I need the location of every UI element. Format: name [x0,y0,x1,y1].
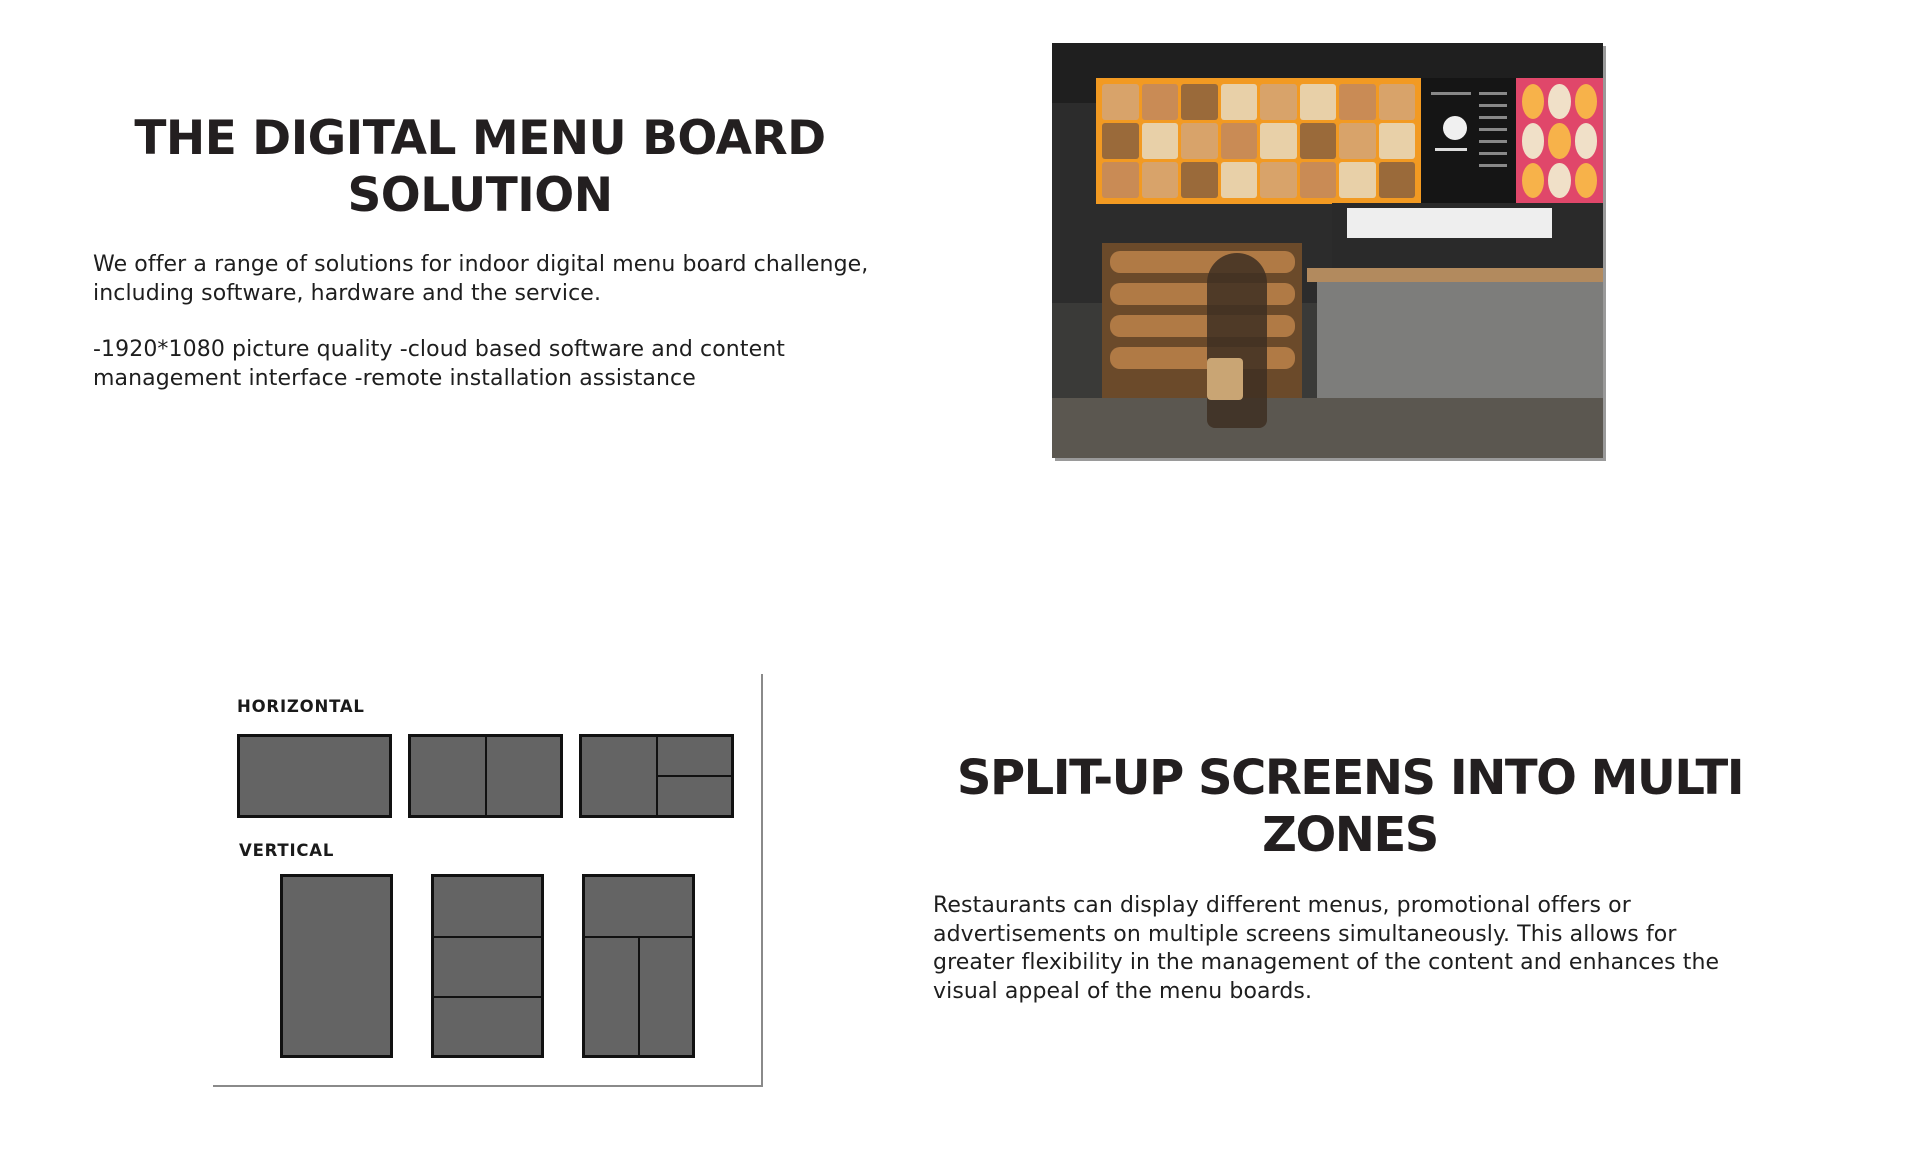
photo-shopping-bag [1207,358,1243,400]
photo-bread-row [1110,315,1295,337]
vertical-screen-three-rows [431,874,544,1058]
photo-board-orange [1096,78,1421,204]
vertical-screen-full [280,874,393,1058]
photo-donut [1548,163,1570,198]
photo-food-item [1260,84,1297,120]
photo-food-item [1181,84,1218,120]
vertical-screen-three-zones [582,874,695,1058]
photo-food-item [1260,123,1297,159]
photo-avatar [1443,116,1467,140]
zone-divider [434,936,541,938]
photo-text-line [1479,164,1507,167]
photo-board-donuts [1516,78,1603,204]
photo-food-item [1379,162,1416,198]
photo-bottle-shelf [1347,208,1552,238]
photo-donut [1548,84,1570,119]
zone-divider [638,937,640,1055]
photo-donut [1548,123,1570,158]
horizontal-screen-full [237,734,392,818]
photo-food-item [1102,162,1139,198]
photo-food-item [1379,123,1416,159]
photo-floor [1052,398,1603,458]
photo-text-line [1479,128,1507,131]
screen-split-diagram [213,674,763,1087]
photo-food-item [1221,123,1258,159]
photo-text-line [1479,92,1507,95]
photo-food-item [1181,123,1218,159]
menu-board-store-photo [1052,43,1603,458]
photo-food-item [1339,162,1376,198]
zones-paragraph: Restaurants can display different menus, promotional offers or advertisements on multiple screens simultaneously. This allows for greater flexibility in the management of the content and enhances the visual appeal of the menu boards. [933,893,1720,1004]
photo-food-item [1181,162,1218,198]
photo-food-item [1102,123,1139,159]
horizontal-label: HORIZONTAL [237,697,365,716]
photo-donut [1522,163,1544,198]
photo-digital-boards [1096,78,1603,204]
zone-divider [657,775,731,777]
photo-board-dark [1421,78,1516,204]
photo-food-item [1300,123,1337,159]
photo-food-item [1102,84,1139,120]
photo-bread-row [1110,251,1295,273]
photo-text-line [1435,148,1467,151]
zone-divider [434,996,541,998]
photo-bread-row [1110,347,1295,369]
intro-heading: THE DIGITAL MENU BOARD SOLUTION [134,111,826,223]
horizontal-screen-three-zones [579,734,734,818]
photo-food-item [1300,84,1337,120]
zones-heading: SPLIT-UP SCREENS INTO MULTI ZONES [956,750,1744,863]
photo-donut [1522,123,1544,158]
photo-food-item [1300,162,1337,198]
photo-counter-top [1307,268,1603,282]
photo-donut [1575,163,1597,198]
photo-food-item [1142,123,1179,159]
photo-donut [1575,123,1597,158]
photo-donut [1522,84,1544,119]
photo-food-item [1142,162,1179,198]
photo-food-item [1142,84,1179,120]
horizontal-screen-two-columns [408,734,563,818]
photo-text-line [1479,104,1507,107]
photo-donut [1575,84,1597,119]
photo-text-line [1431,92,1471,95]
feature-list-paragraph: -1920*1080 picture quality -cloud based software and content management interface -remote installation assistance [93,337,785,391]
photo-text-line [1479,116,1507,119]
photo-text-line [1479,140,1507,143]
photo-bread-row [1110,283,1295,305]
photo-food-item [1260,162,1297,198]
photo-food-item [1221,162,1258,198]
photo-food-item [1339,123,1376,159]
photo-food-item [1379,84,1416,120]
zone-divider [485,737,487,815]
intro-paragraph: We offer a range of solutions for indoor digital menu board challenge, including software, hardware and the service. [93,252,869,306]
photo-person [1207,253,1267,428]
photo-food-item [1339,84,1376,120]
vertical-label: VERTICAL [239,841,335,860]
photo-food-item [1221,84,1258,120]
photo-text-line [1479,152,1507,155]
